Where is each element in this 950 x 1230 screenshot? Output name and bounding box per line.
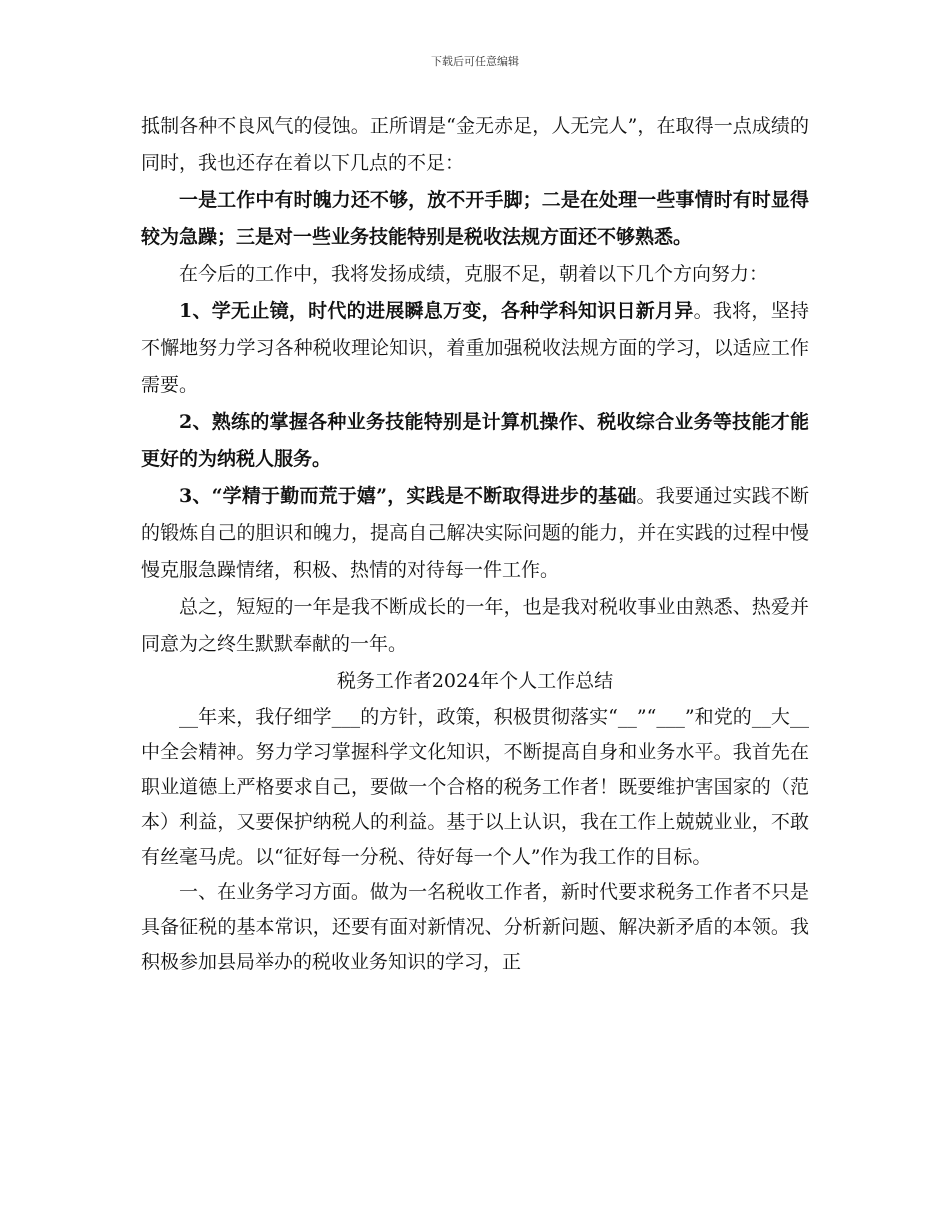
paragraph-4-bold: 1、学无止镜，时代的进展瞬息万变，各种学科知识日新月异 [179,300,694,322]
paragraph-6 [141,478,809,589]
paragraph-7: 总之，短短的一年是我不断成长的一年，也是我对税收事业由熟悉、热爱并同意为之终生默默奉献的一年。 [141,596,809,655]
paragraph-5: 2、熟练的掌握各种业务技能特别是计算机操作、税收综合业务等技能才能更好的为纳税人服务。 [141,411,809,470]
paragraph-4 [141,293,809,404]
paragraph-9: 一、在业务学习方面。做为一名税收工作者，新时代要求税务工作者不只是具备征税的基本常识，还要有面对新情况、分析新问题、解决新矛盾的本领。我积极参加县局举办的税收业务知识的学习，正 [141,881,809,973]
document-body [141,108,809,980]
paragraph-3: 在今后的工作中，我将发扬成绩，克服不足，朝着以下几个方向努力： [179,263,769,285]
paragraph-4-rest: 。我将，坚持不懈地努力学习各种税收理论知识，着重加强税收法规方面的学习，以适应工作需要。 [141,300,809,396]
paragraph-8: __年来，我仔细学___的方针，政策，积极贯彻落实“__”“___”和党的__大__中全会精神。努力学习掌握科学文化知识，不断提高自身和业务水平。我首先在职业道德上严格要求自己，要做一个合格的税务工作者！既要维护害国家的（范本）利益，又要保护纳税人的利益。基于以上认识，我在工作上兢兢业业，不敢有丝毫马虎。以“征好每一分税、待好每一个人”作为我工作的目标。 [141,706,809,868]
paragraph-2: 一是工作中有时魄力还不够，放不开手脚；二是在处理一些事情时有时显得较为急躁；三是对一些业务技能特别是税收法规方面还不够熟悉。 [141,189,809,248]
paragraph-1: 抵制各种不良风气的侵蚀。正所谓是“金无赤足，人无完人”，在取得一点成绩的同时，我也还存在着以下几点的不足： [141,115,809,174]
page-header: 下载后可任意编辑 [431,55,519,68]
paragraph-6-rest: 。我要通过实践不断的锻炼自己的胆识和魄力，提高自己解决实际问题的能力，并在实践的过程中慢慢克服急躁情绪，积极、热情的对待每一件工作。 [141,485,809,581]
paragraph-6-bold: 3、“学精于勤而荒于嬉”，实践是不断取得进步的基础 [179,485,637,507]
section-title: 税务工作者2024年个人工作总结 [336,670,614,692]
